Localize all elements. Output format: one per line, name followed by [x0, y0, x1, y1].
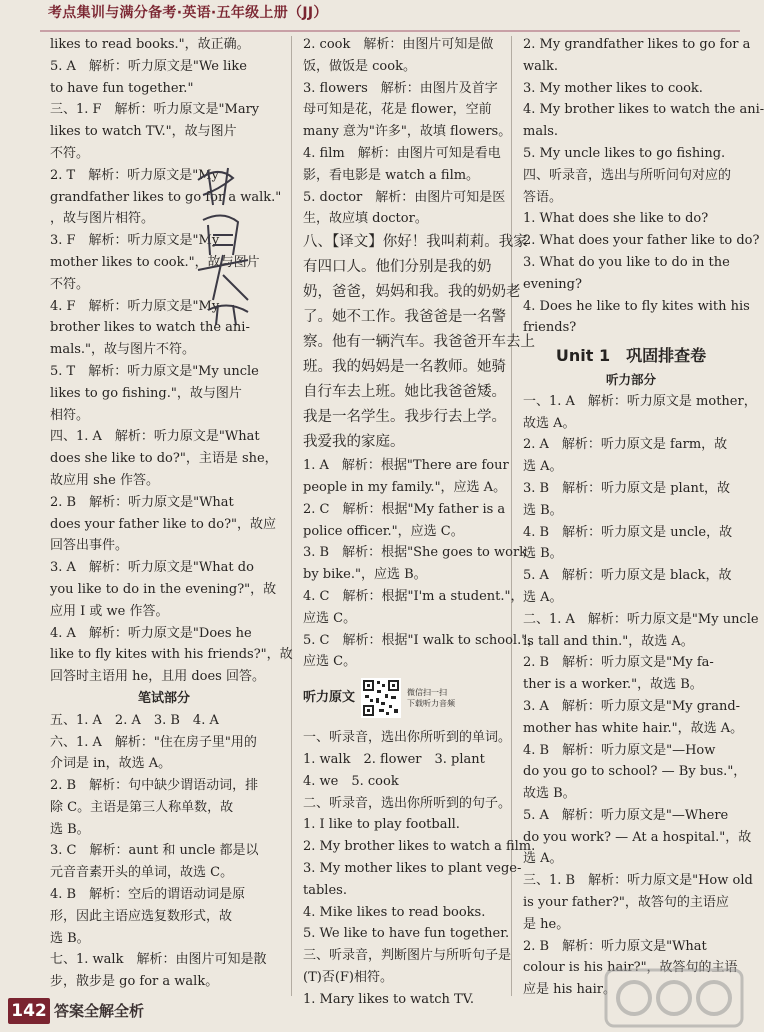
transcript-line: walk.: [523, 58, 559, 74]
transcript-line: 1. What does she like to do?: [523, 211, 709, 227]
answer-line: 4. F 解析：听力原文是"My: [50, 298, 220, 314]
answer-line: 4. B 解析：听力原文是 uncle，故: [523, 524, 733, 540]
unit-title: Unit 1 巩固排查卷: [555, 346, 707, 366]
answer-line: 七、1. walk 解析：由图片可知是散: [50, 952, 267, 968]
transcript-line: 二、听录音，选出你所听到的句子。: [303, 795, 512, 811]
answer-line: colour is his hair?"，故答句的主语: [523, 960, 738, 976]
answer-line: 选 A。: [523, 459, 563, 475]
answer-line: 2. C 解析：根据"My father is a: [303, 501, 506, 517]
answer-line: 故选 A。: [523, 415, 576, 431]
answer-line: 4. film 解析：由图片可知是看电: [303, 145, 501, 161]
answer-line: 步，散步是 go for a walk。: [50, 974, 219, 990]
answer-line: 母可知是花，花是 flower，空前: [303, 102, 492, 118]
transcript-line: 3. What do you like to do in the: [523, 254, 730, 270]
answer-line: 回答出事件。: [50, 538, 129, 554]
listening-text-label: 听力原文: [303, 690, 356, 706]
answer-line: 3. F 解析：听力原文是"My: [50, 233, 220, 249]
translation-line: 奶，爸爸，妈妈和我。我的奶奶老: [303, 284, 521, 301]
answer-line: 5. A 解析：听力原文是 black，故: [523, 568, 732, 584]
translation-line: 了。她不工作。我爸爸是一名警: [303, 309, 506, 326]
transcript-line: 3. My mother likes to plant vege-: [303, 860, 522, 876]
answer-line: 生，故应填 doctor。: [303, 211, 428, 227]
answer-line: 2. cook 解析：由图片可知是做: [303, 37, 494, 52]
answer-line: 3. flowers 解析：由图片及首字: [303, 80, 498, 96]
answer-line: ，故与图片相符。: [50, 211, 155, 227]
answer-line: 2. B 解析：听力原文是"What: [523, 938, 707, 954]
answer-line: 故应用 she 作答。: [50, 472, 160, 488]
answer-line: 故选 B。: [523, 786, 576, 802]
answer-line: ther is a worker."，故选 B。: [523, 677, 703, 693]
answer-line: 相符。: [50, 407, 90, 423]
transcript-line: 1. I like to play football.: [303, 817, 460, 833]
answer-line: 3. A 解析：听力原文是"What do: [50, 560, 254, 576]
header-title: 考点集训与满分备考·英语·五年级上册（JJ）: [48, 5, 328, 21]
answer-line: 选 B。: [50, 821, 90, 837]
header-rule: [40, 30, 740, 32]
transcript-line: 5. We like to have fun together.: [303, 926, 510, 942]
answer-line: 4. C 解析：根据"I'm a student."，: [303, 588, 524, 604]
answer-line: does she like to do?"，主语是 she，: [50, 451, 278, 467]
answer-line: 3. C 解析：aunt 和 uncle 都是以: [50, 843, 259, 859]
answer-line: 3. B 解析：根据"She goes to work: [303, 545, 528, 561]
answer-line: 选 B。: [523, 502, 563, 518]
qr-code-icon[interactable]: [361, 678, 401, 718]
answer-line: 介词是 in，故选 A。: [50, 756, 172, 772]
transcript-line: tables.: [303, 882, 347, 898]
answer-line: 除 C。主语是第三人称单数，故: [50, 799, 234, 815]
translation-line: 班。我的妈妈是一名教师。她骑: [303, 359, 506, 376]
transcript-line: 4. My brother likes to watch the ani-: [523, 102, 764, 118]
transcript-line: 答语。: [523, 189, 563, 205]
transcript-line: friends?: [523, 320, 577, 336]
section-heading: 听力部分: [605, 371, 656, 387]
transcript-line: 4. we 5. cook: [303, 773, 399, 789]
audio-qr-block: [303, 673, 503, 723]
answer-line: do you work? — At a hospital."，故: [523, 829, 752, 845]
transcript-line: 4. Does he like to fly kites with his: [523, 298, 750, 314]
answer-line: 一、1. A 解析：听力原文是 mother，: [523, 393, 757, 409]
answer-line: 应选 C。: [303, 654, 357, 670]
answer-line: 2. B 解析：听力原文是"My fa-: [523, 655, 714, 671]
answer-line: 4. B 解析：空后的谓语动词是原: [50, 887, 246, 903]
column-divider: [291, 36, 292, 996]
answer-line: 2. A 解析：听力原文是 farm，故: [523, 437, 728, 453]
answer-line: 选 B。: [50, 930, 90, 946]
transcript-line: evening?: [523, 276, 582, 292]
qr-caption-line: 微信扫一扫: [407, 688, 448, 698]
answer-line: like to fly kites with his friends?"，故: [50, 647, 293, 663]
qr-caption-line: 下载听力音频: [407, 699, 456, 709]
answer-line: grandfather likes to go for a walk.": [50, 189, 282, 205]
transcript-line: 2. What does your father like to do?: [523, 233, 760, 249]
answer-line: mother has white hair."，故选 A。: [523, 720, 744, 736]
answer-line: mother likes to cook."，故与图片: [50, 254, 260, 270]
transcript-line: 三、听录音，判断图片与所听句子是: [303, 948, 512, 964]
answer-line: you like to do in the evening?"，故: [50, 581, 277, 597]
translation-line: 自行车去上班。她比我爸爸矮。: [303, 384, 506, 401]
answer-line: do you go to school? — By bus."，: [523, 764, 747, 780]
answer-line: does your father like to do?"，故应: [50, 516, 277, 532]
answer-line: 影，看电影是 watch a film。: [303, 167, 480, 183]
answer-line: 是 he。: [523, 916, 570, 932]
answer-line: 形，因此主语应选复数形式，故: [50, 908, 233, 924]
transcript-line: 2. My grandfather likes to go for a: [523, 37, 751, 52]
answer-line: 选 A。: [523, 589, 563, 605]
answer-line: 1. A 解析：根据"There are four: [303, 458, 509, 474]
transcript-line: 2. My brother likes to watch a film.: [303, 839, 536, 855]
watermark-logo: [604, 968, 744, 1028]
answer-line: likes to read books."，故正确。: [50, 37, 250, 52]
answer-line: 3. B 解析：听力原文是 plant，故: [523, 480, 731, 496]
answer-line: 元音音素开头的单词，故选 C。: [50, 865, 234, 881]
transcript-line: 1. Mary likes to watch TV.: [303, 991, 474, 1007]
answer-line: brother likes to watch the ani-: [50, 320, 250, 336]
answer-line: mals."，故与图片不符。: [50, 342, 196, 358]
transcript-line: 5. My uncle likes to go fishing.: [523, 145, 726, 161]
answer-line: many 意为"许多"，故填 flowers。: [303, 124, 512, 140]
answer-line: 回答时主语用 he，且用 does 回答。: [50, 669, 265, 685]
answer-line: 2. T 解析：听力原文是"My: [50, 167, 219, 183]
transcript-line: 4. Mike likes to read books.: [303, 904, 486, 920]
answer-line: 笔试部分: [137, 690, 190, 706]
answer-line: 5. A 解析：听力原文是"We like: [50, 58, 247, 74]
answer-line: 四、1. A 解析：听力原文是"What: [50, 429, 260, 445]
answer-line: 3. A 解析：听力原文是"My grand-: [523, 698, 741, 714]
answer-line: 选 B。: [523, 546, 563, 562]
answer-line: 五、1. A 2. A 3. B 4. A: [50, 712, 219, 728]
transcript-line: (T)否(F)相符。: [303, 969, 393, 985]
translation-line: 我是一名学生。我步行去上学。: [303, 409, 506, 426]
answer-line: 三、1. B 解析：听力原文是"How old: [523, 873, 753, 889]
answer-line: 5. T 解析：听力原文是"My uncle: [50, 363, 259, 379]
footer-label: 答案全解全析: [54, 1002, 145, 1020]
answer-line: likes to go fishing."，故与图片: [50, 385, 242, 401]
answer-line: is tall and thin."，故选 A。: [523, 633, 694, 649]
transcript-line: 四、听录音，选出与所听问句对应的: [523, 167, 732, 183]
answer-line: 5. doctor 解析：由图片可知是医: [303, 189, 506, 205]
answer-line: 六、1. A 解析："住在房子里"用的: [50, 734, 257, 750]
answer-line: 4. A 解析：听力原文是"Does he: [50, 625, 252, 641]
translation-line: 八、【译文】你好！我叫莉莉。我家: [303, 234, 528, 251]
answer-line: 不符。: [50, 145, 90, 161]
answer-line: 4. B 解析：听力原文是"—How: [523, 742, 716, 758]
answer-line: 应用 I 或 we 作答。: [50, 603, 169, 619]
translation-line: 有四口人。他们分别是我的奶: [303, 259, 492, 276]
qr-caption: [407, 687, 455, 709]
answer-line: 应选 C。: [303, 610, 357, 626]
answer-line: is your father?"，故答句的主语应: [523, 895, 729, 911]
answer-line: 5. C 解析：根据"I walk to school."，: [303, 632, 541, 648]
answer-line: 三、1. F 解析：听力原文是"Mary: [50, 102, 260, 118]
answer-line: 二、1. A 解析：听力原文是"My uncle: [523, 611, 759, 627]
answer-line: likes to watch TV."，故与图片: [50, 124, 237, 140]
handwritten-annotation: [188, 160, 278, 330]
answer-line: 2. B 解析：句中缺少谓语动词，排: [50, 778, 259, 794]
answer-line: 5. A 解析：听力原文是"—Where: [523, 807, 729, 823]
answer-line: 应是 his hair。: [523, 982, 616, 998]
transcript-line: 1. walk 2. flower 3. plant: [303, 751, 485, 767]
answer-line: to have fun together.": [50, 80, 194, 96]
answer-line: 饭，做饭是 cook。: [303, 58, 416, 74]
transcript-line: mals.: [523, 124, 559, 140]
page-header: [0, 0, 750, 34]
answer-line: people in my family."，应选 A。: [303, 479, 507, 495]
answer-line: 不符。: [50, 276, 90, 292]
translation-line: 察。他有一辆汽车。我爸爸开车去上: [303, 334, 535, 351]
column-right: [523, 34, 764, 1001]
transcript-line: 一、听录音，选出你所听到的单词。: [303, 730, 512, 746]
page-number: 142: [8, 998, 50, 1024]
answer-line: police officer."，应选 C。: [303, 523, 464, 539]
answer-line: 选 A。: [523, 851, 563, 867]
transcript-line: 3. My mother likes to cook.: [523, 80, 703, 96]
answer-line: 2. B 解析：听力原文是"What: [50, 494, 234, 510]
translation-line: 我爱我的家庭。: [303, 434, 405, 451]
answer-line: by bike."，应选 B。: [303, 567, 427, 583]
